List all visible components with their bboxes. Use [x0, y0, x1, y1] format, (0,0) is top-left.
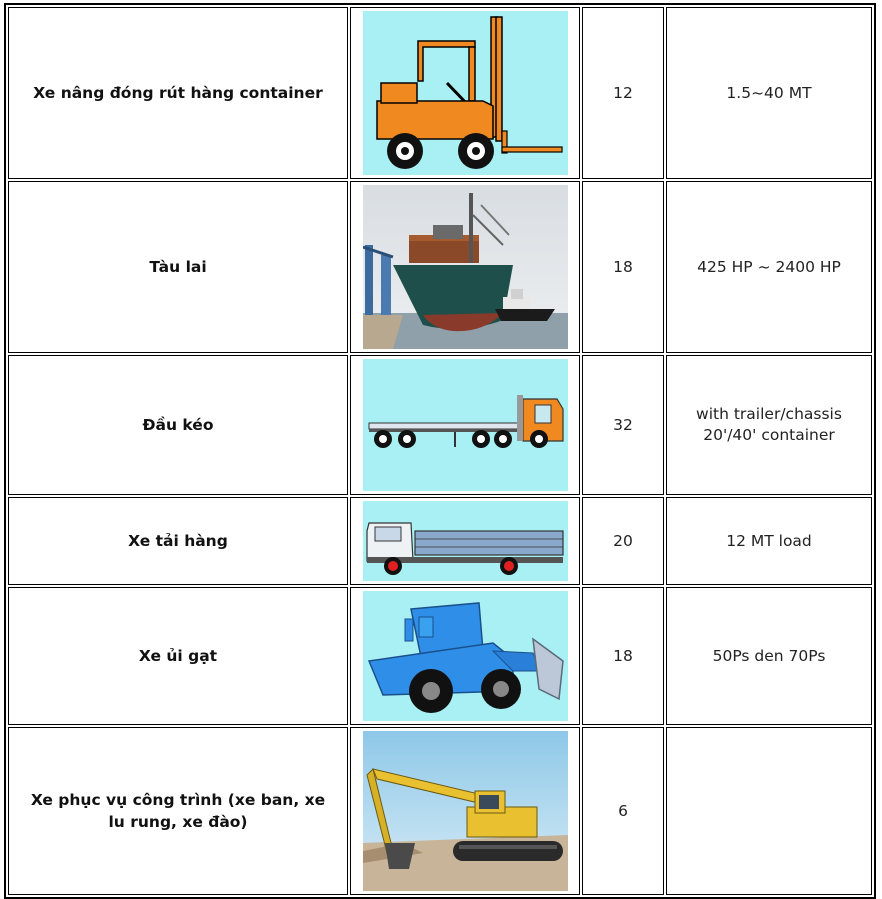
table-row: [8, 7, 872, 179]
excavator-photo: [363, 731, 568, 891]
equipment-image-cell: [350, 355, 580, 495]
equipment-name: Đầu kéo: [8, 355, 348, 495]
equipment-image-cell: [350, 497, 580, 585]
tugboat-photo: [363, 185, 568, 349]
equipment-image-cell: [350, 587, 580, 725]
name-line: lu rung, xe đào): [108, 813, 248, 831]
cargo-truck-icon: [363, 501, 568, 581]
table-row: [8, 497, 872, 585]
name-line: Xe phục vụ công trình (xe ban, xe: [30, 791, 326, 809]
equipment-name: Xe tải hàng: [8, 497, 348, 585]
equipment-spec: 50Ps den 70Ps: [666, 587, 872, 725]
equipment-quantity: 32: [582, 355, 664, 495]
equipment-image-cell: [350, 727, 580, 895]
equipment-quantity: 12: [582, 7, 664, 179]
equipment-name: Xe nâng đóng rút hàng container: [8, 7, 348, 179]
equipment-quantity: 6: [582, 727, 664, 895]
equipment-quantity: 18: [582, 587, 664, 725]
equipment-name: [8, 727, 348, 895]
equipment-quantity: 18: [582, 181, 664, 353]
wheel-loader-icon: [363, 591, 568, 721]
equipment-quantity: 20: [582, 497, 664, 585]
forklift-icon: [363, 11, 568, 175]
equipment-name: Tàu lai: [8, 181, 348, 353]
equipment-spec: [666, 355, 872, 495]
equipment-image-cell: [350, 7, 580, 179]
table-row: [8, 587, 872, 725]
tractor-trailer-icon: [363, 359, 568, 491]
equipment-name: Xe ủi gạt: [8, 587, 348, 725]
table-row: [8, 727, 872, 895]
equipment-table: [4, 3, 876, 899]
equipment-spec: 425 HP ~ 2400 HP: [666, 181, 872, 353]
spec-line: 20'/40' container: [703, 426, 835, 444]
equipment-spec: 1.5~40 MT: [666, 7, 872, 179]
equipment-spec: [666, 727, 872, 895]
spec-line: with trailer/chassis: [696, 405, 842, 423]
equipment-image-cell: [350, 181, 580, 353]
table-row: [8, 181, 872, 353]
equipment-spec: 12 MT load: [666, 497, 872, 585]
table-row: [8, 355, 872, 495]
